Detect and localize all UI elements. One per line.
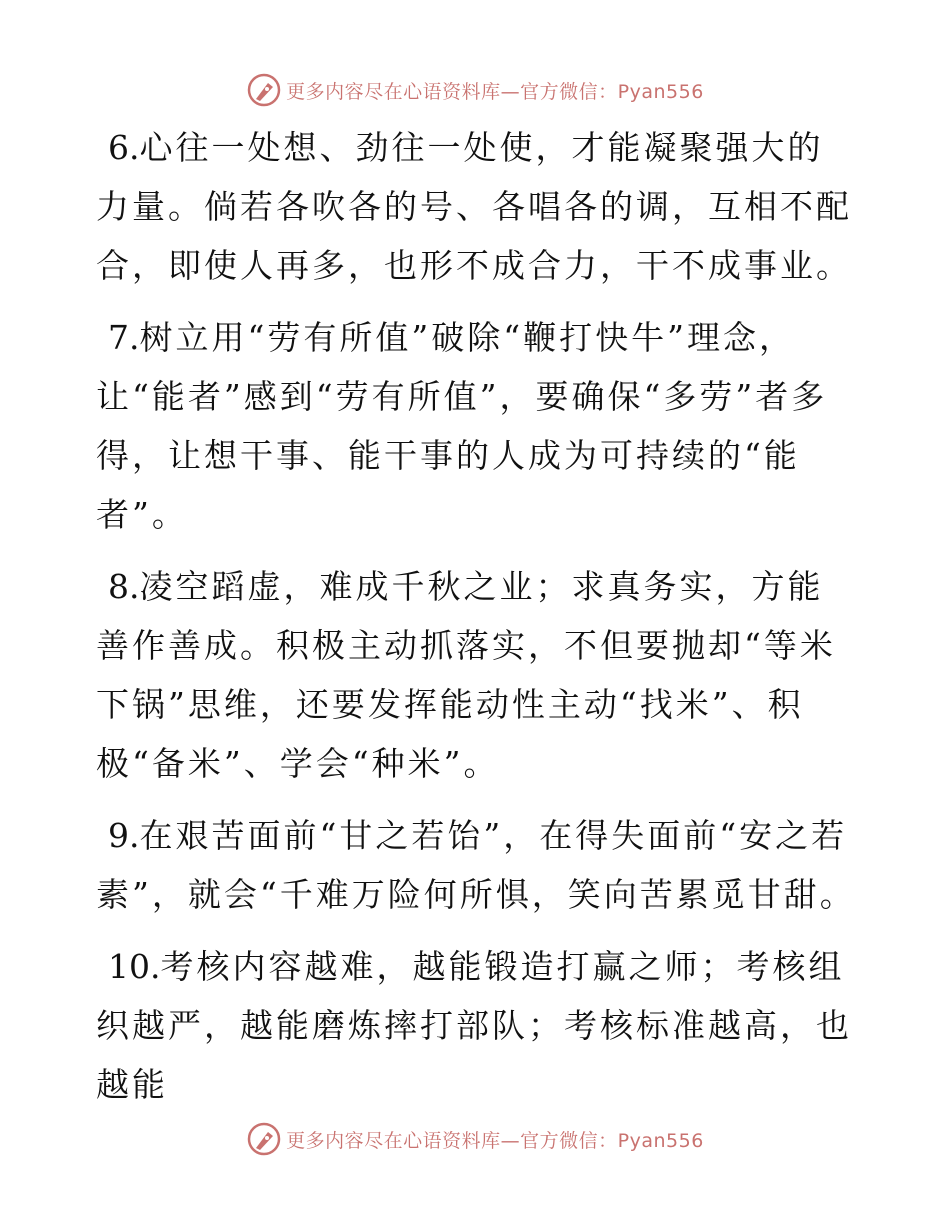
paragraph-number: 8.	[108, 567, 140, 606]
paragraph-6	[96, 118, 856, 295]
paragraph-text: 心往一处想、劲往一处使，才能凝聚强大的力量。倘若各吹各的号、各唱各的调，互相不配合，即使人再多，也形不成合力，干不成事业。	[96, 128, 852, 285]
paragraph-number: 9.	[108, 816, 140, 855]
banner-text: 更多内容尽在心语资料库—官方微信：Pyan556	[286, 1129, 704, 1152]
paragraph-text: 在艰苦面前“甘之若饴”，在得失面前“安之若素”，就会“千难万险何所惧，笑向苦累觅甘甜。	[96, 816, 856, 914]
paragraph-7	[96, 308, 856, 544]
paragraph-8	[96, 557, 856, 793]
paragraph-9	[96, 806, 856, 924]
paragraph-text: 考核内容越难，越能锻造打赢之师；考核组织越严，越能磨炼摔打部队；考核标准越高，也越能	[96, 947, 852, 1104]
footer-banner	[0, 1119, 950, 1159]
paragraph-text: 树立用“劳有所值”破除“鞭打快牛”理念，让“能者”感到“劳有所值”，要确保“多劳”者多得，让想干事、能干事的人成为可持续的“能者”。	[96, 318, 828, 534]
banner-text: 更多内容尽在心语资料库—官方微信：Pyan556	[286, 80, 704, 103]
pen-nib-logo-icon	[246, 72, 282, 108]
paragraph-number: 10.	[108, 947, 161, 986]
document-body	[96, 118, 856, 1127]
paragraph-number: 7.	[108, 318, 140, 357]
header-banner	[0, 70, 950, 110]
paragraph-text: 凌空蹈虚，难成千秋之业；求真务实，方能善作善成。积极主动抓落实，不但要抛却“等米下锅”思维，还要发挥能动性主动“找米”、积极“备米”、学会“种米”。	[96, 567, 836, 783]
paragraph-10	[96, 937, 856, 1114]
pen-nib-logo-icon	[246, 1121, 282, 1157]
paragraph-number: 6.	[108, 128, 140, 167]
